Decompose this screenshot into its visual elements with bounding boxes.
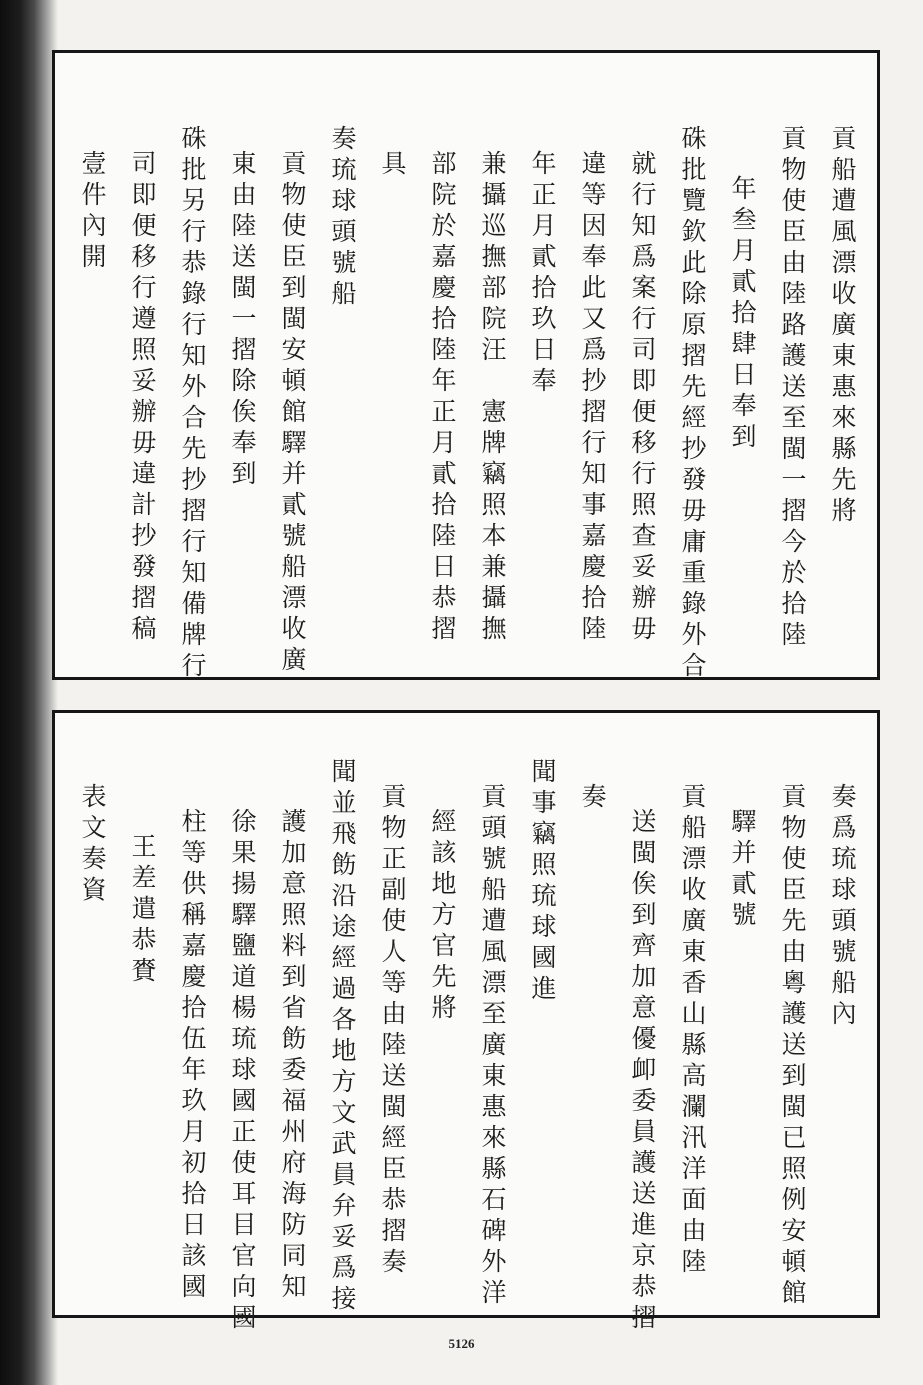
- text-column: 奏爲琉球頭號船內: [828, 783, 857, 1031]
- text-column: 聞事竊照琉球國進: [528, 758, 557, 1006]
- text-column: 貢物使臣先由粵護送到閩已照例安頓館: [778, 783, 807, 1310]
- text-column: 硃批覽欽此除原摺先經抄發毋庸重錄外合: [678, 125, 707, 683]
- text-column: 具: [378, 150, 407, 181]
- text-column: 貢船漂收廣東香山縣高瀾汛洋面由陸: [678, 783, 707, 1279]
- bottom-text-columns: [55, 713, 877, 1335]
- text-column: 貢物使臣由陸路護送至閩一摺今於拾陸: [778, 125, 807, 652]
- text-column: 年正月貳拾玖日奉: [528, 150, 557, 398]
- text-column: 王差遣恭賚: [128, 833, 157, 988]
- text-column: 壹件內開: [78, 150, 107, 274]
- text-column: 違等因奉此又爲抄摺行知事嘉慶拾陸: [578, 150, 607, 646]
- text-column: 徐果揚驛鹽道楊琉球國正使耳目官向國: [228, 808, 257, 1335]
- text-column: 就行知爲案行司即便移行照查妥辦毋: [628, 150, 657, 646]
- top-document-panel: [52, 50, 880, 683]
- bottom-document-panel: [52, 710, 880, 1335]
- book-spine-shadow: [0, 0, 58, 1385]
- text-column: 部院於嘉慶拾陸年正月貳拾陸日恭摺: [428, 150, 457, 646]
- text-column: 奏琉球頭號船: [328, 125, 357, 311]
- text-column: 驛并貳號: [728, 808, 757, 932]
- text-column: 貢物使臣到閩安頓館驛并貳號船漂收廣: [278, 150, 307, 677]
- text-column: 年叁月貳拾肆日奉到: [728, 175, 757, 454]
- text-column: 柱等供稱嘉慶拾伍年玖月初拾日該國: [178, 808, 207, 1304]
- text-column: 護加意照料到省飭委福州府海防同知: [278, 808, 307, 1304]
- text-column: 貢頭號船遭風漂至廣東惠來縣石碑外洋: [478, 783, 507, 1310]
- text-column: 貢物正副使人等由陸送閩經臣恭摺奏: [378, 783, 407, 1279]
- text-column: 經該地方官先將: [428, 808, 457, 1025]
- text-column: 兼攝巡撫部院汪 憲牌竊照本兼攝撫: [478, 150, 507, 646]
- text-column: 東由陸送閩一摺除俟奉到: [228, 150, 257, 491]
- top-text-columns: [55, 53, 877, 683]
- text-column: 司即便移行遵照妥辦毋違計抄發摺稿: [128, 150, 157, 646]
- text-column: 送閩俟到齊加意優卹委員護送進京恭摺: [628, 808, 657, 1335]
- text-column: 表文奏資: [78, 783, 107, 907]
- text-column: 聞並飛飭沿途經過各地方文武員弁妥爲接: [328, 758, 357, 1316]
- page-number: 5126: [448, 1336, 475, 1351]
- text-column: 奏: [578, 783, 607, 814]
- text-column: 貢船遭風漂收廣東惠來縣先將: [828, 125, 857, 528]
- text-column: 硃批另行恭錄行知外合先抄摺行知備牌行: [178, 125, 207, 683]
